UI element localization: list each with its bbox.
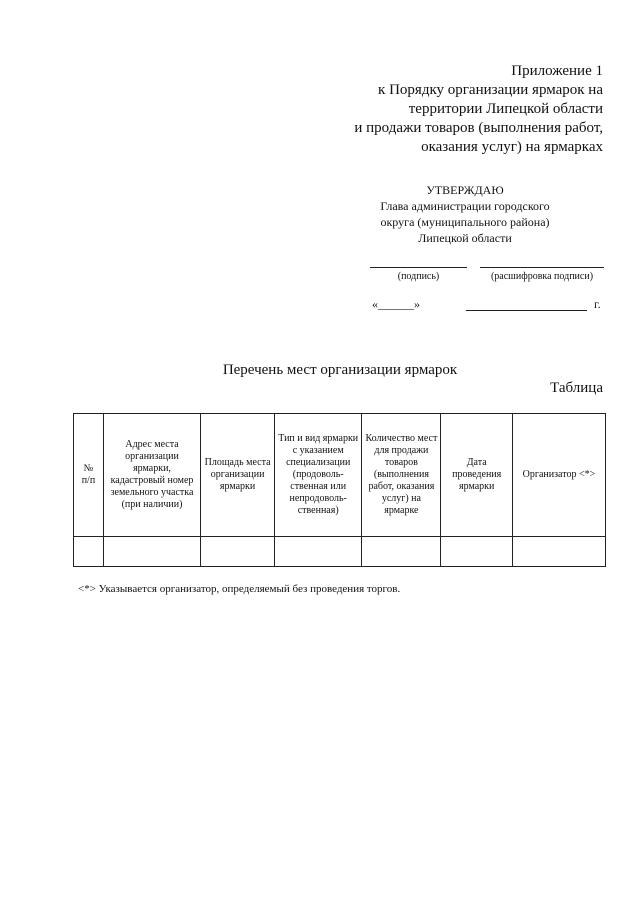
header-places-count: Количество мест для продажи товаров (выполнения работ, оказания услуг) на ярмарке xyxy=(362,414,441,537)
appendix-line: к Порядку организации ярмарок на xyxy=(378,82,603,98)
approval-line: Глава администрации городского xyxy=(380,199,550,213)
approval-line: Липецкой области xyxy=(418,231,512,245)
approval-block xyxy=(345,182,585,246)
document-title: Перечень мест организации ярмарок xyxy=(222,362,458,378)
appendix-header xyxy=(303,62,603,157)
date-month-year-line[interactable] xyxy=(466,310,587,311)
table-cell[interactable] xyxy=(275,537,362,567)
appendix-line: оказания услуг) на ярмарках xyxy=(421,139,603,155)
table-cell[interactable] xyxy=(74,537,104,567)
table-cell[interactable] xyxy=(362,537,441,567)
appendix-line: Приложение 1 xyxy=(511,63,603,79)
header-type: Тип и вид ярмарки с указанием специализации (продоволь-ственная или непродоволь-ственная) xyxy=(275,414,362,537)
table-header-row xyxy=(74,414,606,537)
date-suffix: г. xyxy=(594,297,601,311)
header-area: Площадь места организации ярмарки xyxy=(201,414,275,537)
table-cell[interactable] xyxy=(441,537,512,567)
approval-heading: УТВЕРЖДАЮ xyxy=(426,183,504,197)
table-cell[interactable] xyxy=(103,537,200,567)
header-date: Дата проведения ярмарки xyxy=(441,414,512,537)
table-cell[interactable] xyxy=(201,537,275,567)
signature-caption: (подпись) xyxy=(397,271,440,282)
fair-places-table xyxy=(73,413,606,567)
table-cell[interactable] xyxy=(512,537,605,567)
table-label: Таблица xyxy=(550,380,603,396)
header-number: № п/п xyxy=(74,414,104,537)
header-address: Адрес места организации ярмарки, кадастровый номер земельного участка (при наличии) xyxy=(103,414,200,537)
date-day: «______» xyxy=(372,297,420,311)
table-row xyxy=(74,537,606,567)
header-organizer: Организатор <*> xyxy=(512,414,605,537)
signature-decoding-caption: (расшифровка подписи) xyxy=(490,271,594,282)
appendix-line: и продажи товаров (выполнения работ, xyxy=(354,120,603,136)
footnote: <*> Указывается организатор, определяемый без проведения торгов. xyxy=(78,583,401,595)
approval-line: округа (муниципального района) xyxy=(380,215,550,229)
signature-line[interactable] xyxy=(370,267,467,268)
signature-decoding-line[interactable] xyxy=(480,267,604,268)
appendix-line: территории Липецкой области xyxy=(408,101,603,117)
